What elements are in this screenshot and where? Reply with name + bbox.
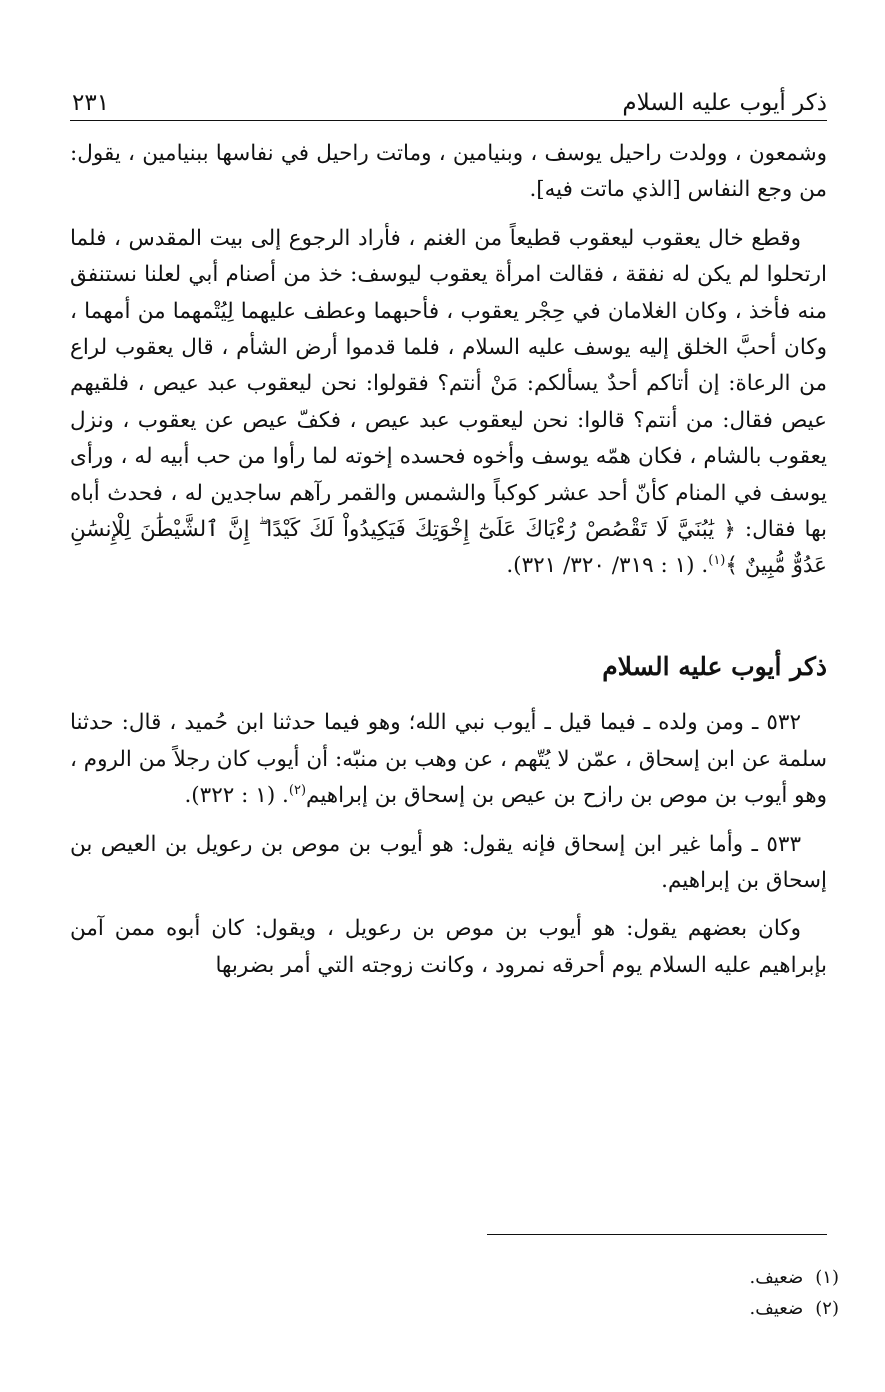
paragraph-continuation: وشمعون ، وولدت راحيل يوسف ، وبنيامين ، وماتت راحيل في نفاسها ببنيامين ، يقول: من وجع النفاس [الذي ماتت فيه]. [70,141,827,203]
footnote-rule [487,1234,827,1235]
header-rule [70,120,827,121]
quran-verse: ﴿ يَٰبُنَيَّ لَا تَقْصُصْ رُءْيَاكَ عَلَىٰٓ إِخْوَتِكَ فَيَكِيدُواْ لَكَ كَيْدًا ۖ إِنَّ ٱلشَّيْطَٰنَ لِلْإِنسَٰنِ عَدُوٌّ مُّبِينٌ ﴾ [70,517,827,579]
footnote-ref-2[interactable]: (٢) [288,782,307,798]
running-title: ذكر أيوب عليه السلام [622,90,827,116]
page-number: ٢٣١ [72,90,110,116]
paragraph-ayyub-lineage: وكان بعضهم يقول: هو أيوب بن موص بن رعويل ، ويقول: كان أبوه ممن آمن بإبراهيم عليه السلام يوم أحرقه نمرود ، وكانت زوجته التي أمر بضربها [70,916,827,978]
footnote-item [750,1262,840,1293]
paragraph-533: ٥٣٣ ـ وأما غير ابن إسحاق فإنه يقول: هو أيوب بن موص بن رعويل بن العيص بن إسحاق بن إبراهيم. [70,831,827,893]
source-reference: . (١ : ٣١٩/ ٣٢٠/ ٣٢١). [506,553,709,579]
running-head [72,80,827,116]
main-text [70,136,827,984]
paragraph-532 [70,705,827,814]
footnote-ref-1[interactable]: (١) [708,553,726,569]
source-reference: . (١ : ٣٢٢). [184,783,289,809]
footnotes [750,1262,840,1324]
footnote-number: (١) [815,1267,839,1288]
footnote-number: (٢) [815,1298,839,1319]
paragraph-text: ٥٣٢ ـ ومن ولده ـ فيما قيل ـ أيوب نبي الله؛ وهو فيما حدثنا ابن حُميد ، قال: حدثنا سلمة عن ابن إسحاق ، عمّن لا يُتّهم ، عن وهب بن منبّه: أن أيوب كان رجلاً من الروم ، وهو أيوب بن موص بن رازح بن عيص بن إسحاق بن إبراهيم [70,710,827,809]
footnote-text: ضعيف. [749,1298,804,1319]
section-heading: ذكر أيوب عليه السلام [602,651,827,681]
footnote-text: ضعيف. [749,1267,804,1288]
paragraph-jacob-story [70,221,827,585]
footnote-item [750,1293,840,1324]
paragraph-text: وقطع خال يعقوب ليعقوب قطيعاً من الغنم ، فأراد الرجوع إلى بيت المقدس ، فلما ارتحلوا لم يكن له نفقة ، فقالت امرأة يعقوب ليوسف: خذ من أصنام أبي لعلنا نستنفق منه فأخذ ، وكان الغلامان في حِجْر يعقوب ، فأحبهما وعطف عليهما لِيُتْمهما من أمهما ، وكان أحبَّ الخلق إليه يوسف عليه السلام ، فلما قدموا أرض الشأم ، قال يعقوب لراع من الرعاة: إن أتاكم أحدٌ يسألكم: مَنْ أنتم؟ فقولوا: نحن ليعقوب عبد عيص ، فلقيهم عيص فقال: من أنتم؟ قالوا: نحن ليعقوب عبد عيص ، فكفّ عيص عن يعقوب ، ونزل يعقوب بالشام ، فكان همّه يوسف وأخوه فحسده إخوته لما رأوا من حب أبيه له ، ورأى يوسف في المنام كأنّ أحد عشر كوكباً والشمس والقمر رآهم ساجدين له ، فحدث أباه بها فقال: [70,225,827,543]
